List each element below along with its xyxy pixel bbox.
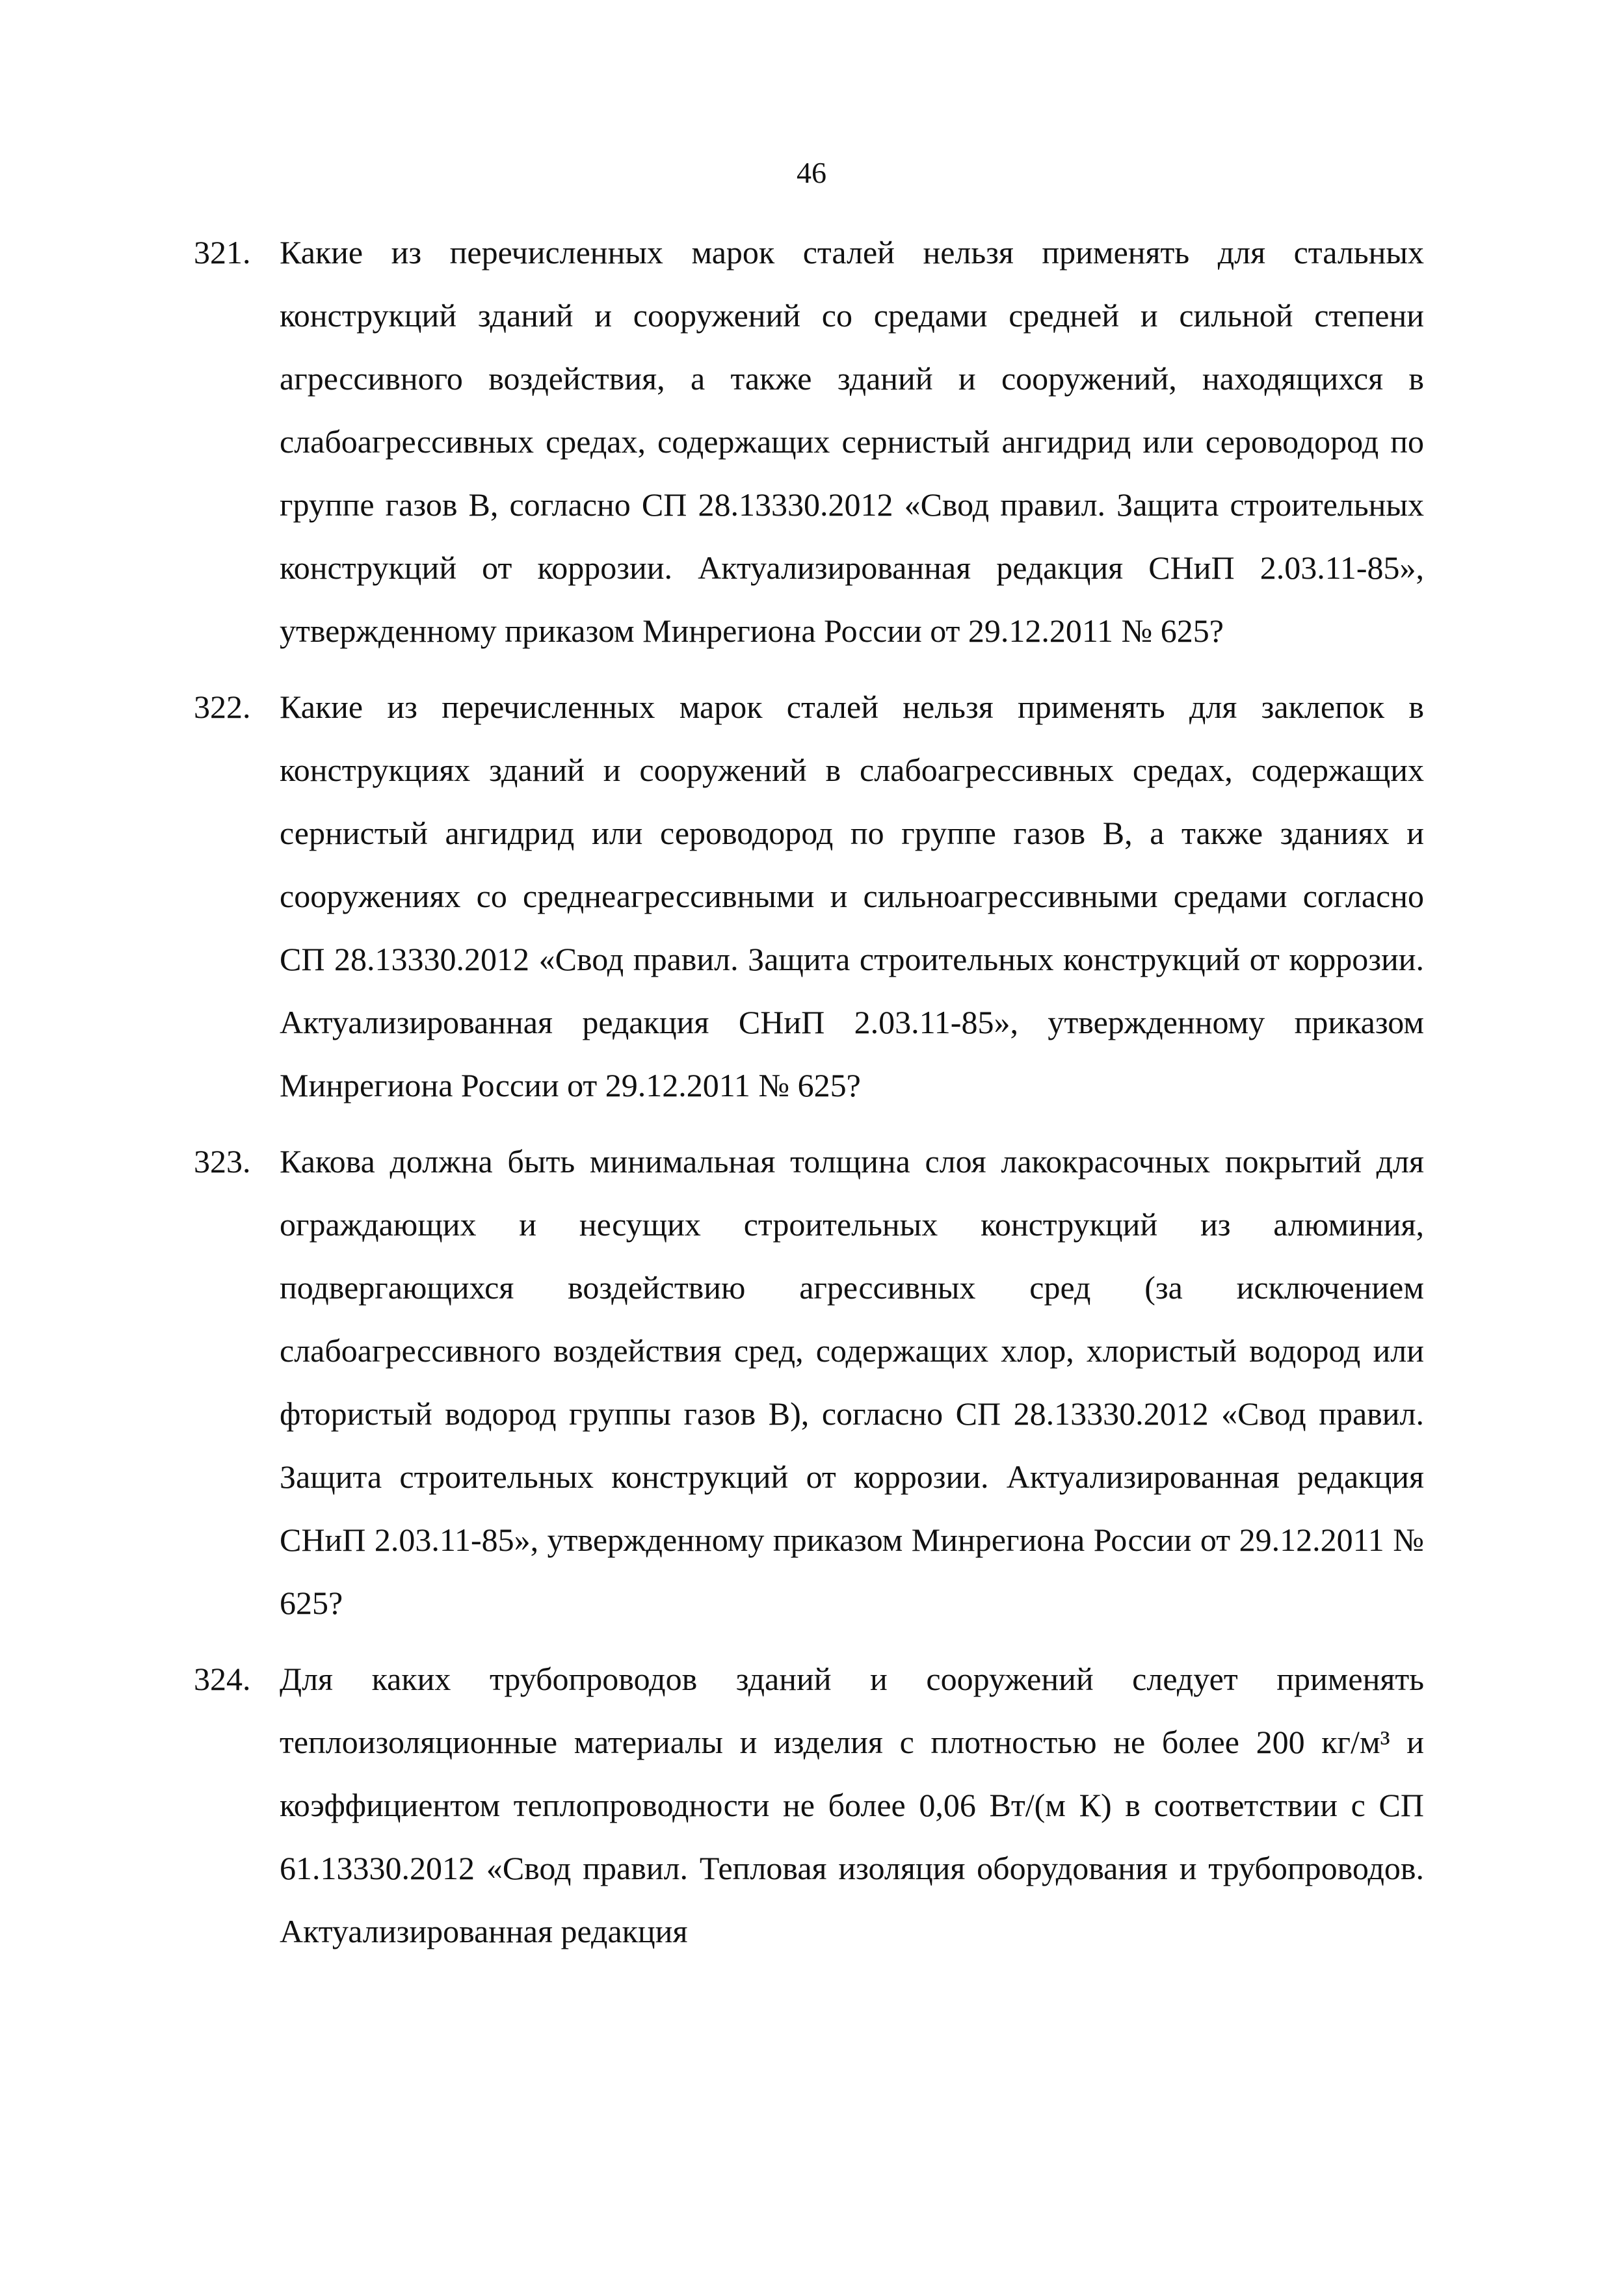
item-number: 323. bbox=[194, 1143, 251, 1180]
list-item bbox=[194, 1130, 1424, 1635]
item-number: 321. bbox=[194, 234, 251, 271]
list-item bbox=[194, 1648, 1424, 1963]
question-list bbox=[194, 221, 1424, 1976]
item-text: Какова должна быть минимальная толщина слоя лакокрасочных покрытий для ограждающих и несущих строительных конструкций из алюминия, подвергающихся воздействию агрессивных сред (за исключением слабоагрессивного воздействия сред, содержащих хлор, хлористый водород или фтористый водород группы газов В), согласно СП 28.13330.2012 «Свод правил. Защита строительных конструкций от коррозии. Актуализированная редакция СНиП 2.03.11-85», утвержденному приказом Минрегиона России от 29.12.2011 № 625? bbox=[280, 1143, 1424, 1621]
list-item bbox=[194, 676, 1424, 1117]
item-number: 322. bbox=[194, 689, 251, 725]
item-number: 324. bbox=[194, 1661, 251, 1697]
item-text: Какие из перечисленных марок сталей нельзя применять для стальных конструкций зданий и сооружений со средами средней и сильной степени агрессивного воздействия, а также зданий и сооружений, находящихся в слабоагрессивных средах, содержащих сернистый ангидрид или сероводород по группе газов В, согласно СП 28.13330.2012 «Свод правил. Защита строительных конструкций от коррозии. Актуализированная редакция СНиП 2.03.11-85», утвержденному приказом Минрегиона России от 29.12.2011 № 625? bbox=[280, 234, 1424, 649]
list-item bbox=[194, 221, 1424, 663]
item-text: Для каких трубопроводов зданий и сооружений следует применять теплоизоляционные материалы и изделия с плотностью не более 200 кг/м³ и коэффициентом теплопроводности не более 0,06 Вт/(м К) в соответствии с СП 61.13330.2012 «Свод правил. Тепловая изоляция оборудования и трубопроводов. Актуализированная редакция bbox=[280, 1661, 1424, 1949]
page-number: 46 bbox=[797, 156, 826, 189]
item-text: Какие из перечисленных марок сталей нельзя применять для заклепок в конструкциях зданий и сооружений в слабоагрессивных средах, содержащих сернистый ангидрид или сероводород по группе газов В, а также зданиях и сооружениях со среднеагрессивными и сильноагрессивными средами согласно СП 28.13330.2012 «Свод правил. Защита строительных конструкций от коррозии. Актуализированная редакция СНиП 2.03.11-85», утвержденному приказом Минрегиона России от 29.12.2011 № 625? bbox=[280, 689, 1424, 1103]
